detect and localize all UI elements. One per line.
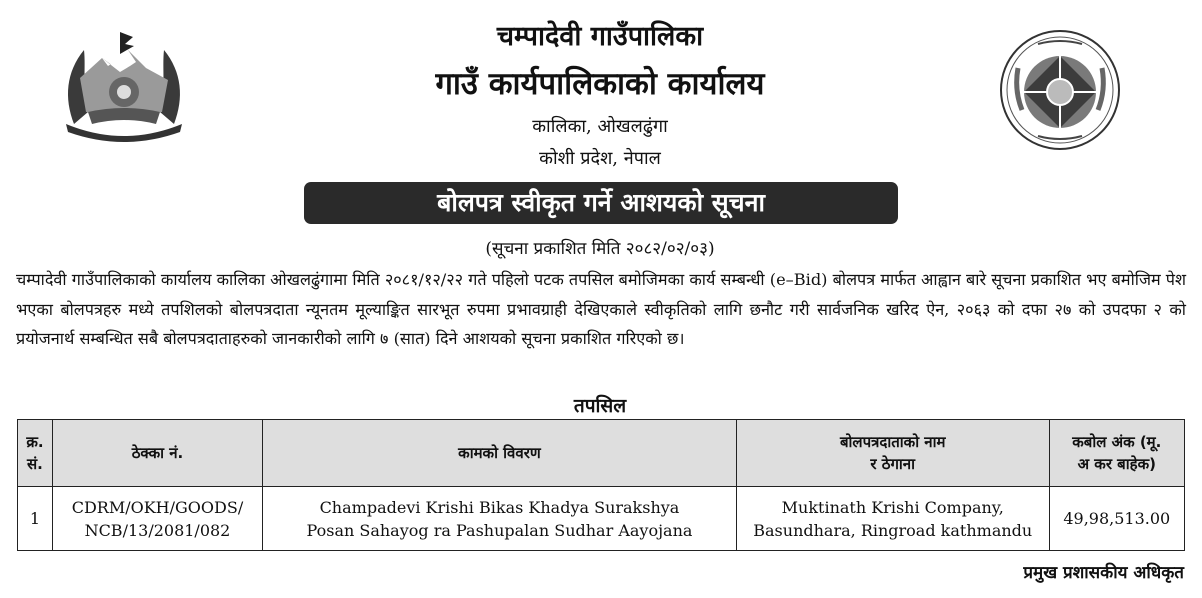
office-name: गाउँ कार्यपालिकाको कार्यालय	[435, 66, 765, 102]
publication-date: (सूचना प्रकाशित मिति २०८२/०२/०३)	[485, 239, 715, 259]
header-bid-amount: कबोल अंक (मू. अ कर बाहेक)	[1049, 420, 1184, 487]
notice-body: चम्पादेवी गाउँपालिकाको कार्यालय कालिका ओखलढुंगामा मिति २०८१/१२/२२ गते पहिलो पटक तपसिल बमोजिमका कार्य सम्बन्धी (e–Bid) बोलपत्र मार्फत आह्वान बारे सूचना प्रकाशित भए बमोजिम पेश भएका बोलपत्रहरु मध्ये तपशिलको बोलपत्रदाता न्यूनतम मूल्याङ्कित सारभूत रुपमा प्रभावग्राही देखिएकाले स्वीकृतिको लागि छनौट गरी सार्वजनिक खरिद ऐन, २०६३ को दफा २७ को उपदफा २ को प्रयोजनार्थ सम्बन्धित सबै बोलपत्रदाताहरुको जानकारीको लागि ७ (सात) दिने आशयको सूचना प्रकाशित गरिएको छ।	[16, 270, 1186, 348]
header-contract-no: ठेक्का नं.	[52, 420, 262, 487]
cell-serial: 1	[18, 487, 53, 551]
table-header-row	[18, 420, 1185, 487]
header-bidder-name-address: बोलपत्रदाताको नाम र ठेगाना	[736, 420, 1049, 487]
header-work-description: कामको विवरण	[263, 420, 737, 487]
cell-bid-amount: 49,98,513.00	[1049, 487, 1184, 551]
signatory-title: प्रमुख प्रशासकीय अधिकृत	[1023, 563, 1184, 583]
bid-details-table	[17, 419, 1185, 551]
office-address: कालिका, ओखलढुंगा	[532, 116, 668, 137]
cell-contract-no: CDRM/OKH/GOODS/ NCB/13/2081/082	[52, 487, 262, 551]
notice-title: बोलपत्र स्वीकृत गर्ने आशयको सूचना	[304, 182, 898, 224]
nepal-government-emblem-icon	[58, 28, 190, 146]
header-serial: क्र. सं.	[18, 420, 53, 487]
municipality-logo-icon	[998, 28, 1122, 152]
municipality-name: चम्पादेवी गाउँपालिका	[496, 21, 704, 52]
office-province: कोशी प्रदेश, नेपाल	[539, 148, 661, 169]
cell-bidder: Muktinath Krishi Company, Basundhara, Ringroad kathmandu	[736, 487, 1049, 551]
table-row	[18, 487, 1185, 551]
cell-work-description: Champadevi Krishi Bikas Khadya Surakshya Posan Sahayog ra Pashupalan Sudhar Aayojana	[263, 487, 737, 551]
details-heading: तपसिल	[573, 395, 627, 417]
